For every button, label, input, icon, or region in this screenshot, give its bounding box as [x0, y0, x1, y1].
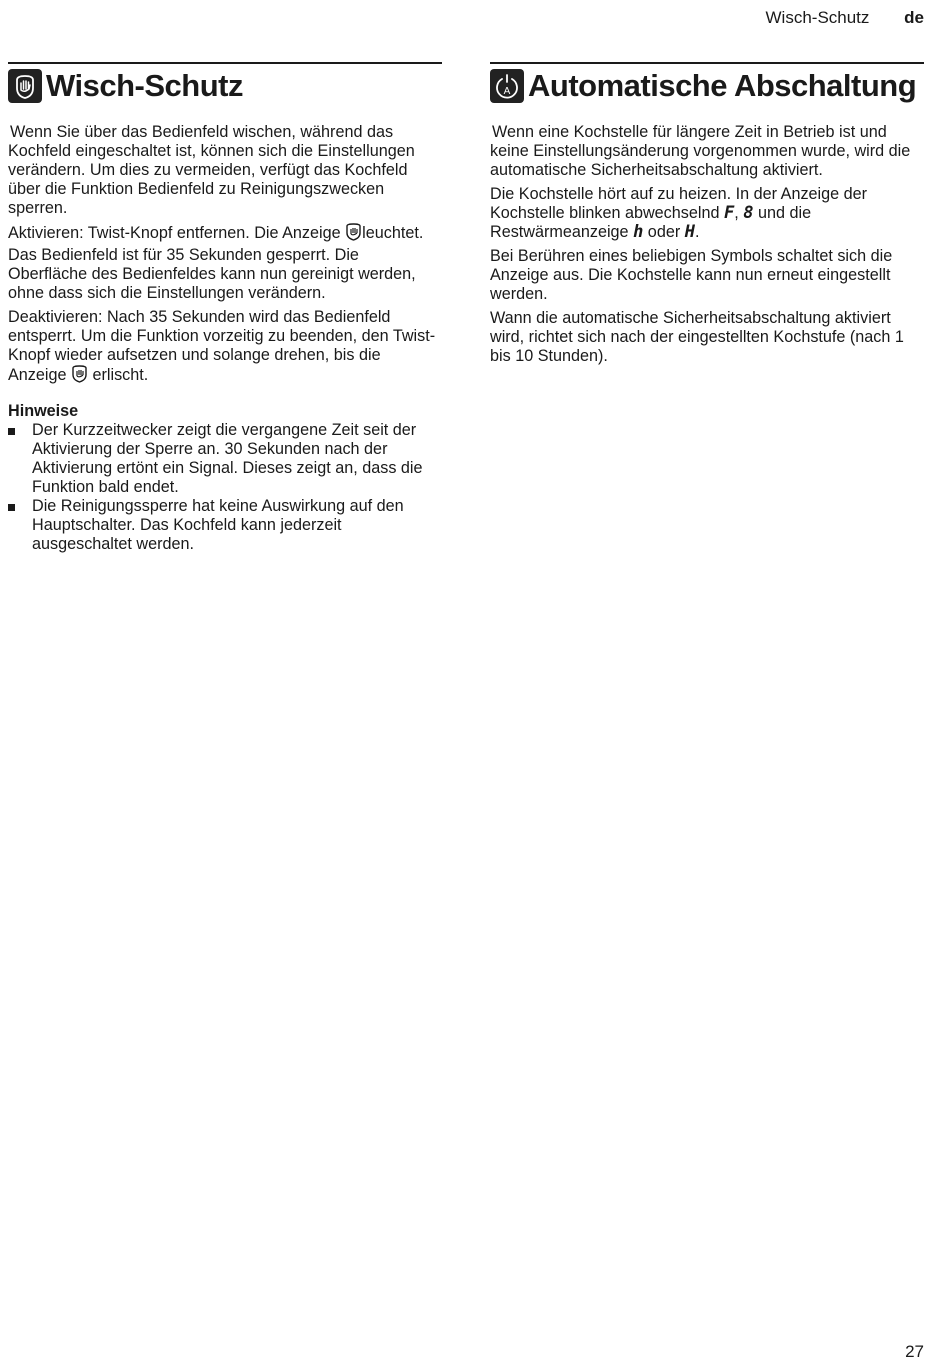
svg-text:A: A — [503, 86, 511, 97]
section-heading — [8, 62, 442, 105]
wipe-protection-icon — [8, 69, 42, 103]
p2-text-b: und die Restwärmeanzeige — [490, 204, 812, 241]
section-wisch-schutz — [8, 62, 442, 554]
wipe-indicator-icon — [345, 223, 362, 246]
auto-off-icon — [490, 69, 524, 103]
activate-text-start: Aktivieren: Twist-Knopf entfernen. Die Anzeige — [8, 224, 346, 242]
deactivate-text-end: erlischt. — [88, 366, 149, 384]
segment-f: F — [723, 203, 735, 223]
segment-8: 8 — [743, 203, 754, 223]
paragraph-3: Bei Berühren eines beliebigen Symbols schaltet sich die Anzeige aus. Die Kochstelle kann nun erneut eingestellt werden. — [490, 247, 893, 303]
notes-list — [8, 421, 442, 554]
section-title: Wisch-Schutz — [46, 68, 243, 103]
paragraph-2 — [490, 185, 924, 242]
header-language: de — [904, 8, 924, 27]
p2-comma: , — [734, 204, 744, 222]
deactivate-text-start: Deaktivieren: Nach 35 Sekunden wird das Bedienfeld entsperrt. Um die Funktion vorzeitig zu beenden, den Twist-Knopf wieder aufsetzen und solange drehen, bis die Anzeige — [8, 308, 436, 384]
wipe-indicator-icon — [71, 365, 88, 388]
p2-text-a: Die Kochstelle hört auf zu heizen. In der Anzeige der Kochstelle blinken abwechselnd — [490, 185, 868, 222]
p2-text-c: oder — [643, 223, 685, 241]
header-section-title: Wisch-Schutz — [765, 8, 870, 27]
list-item: Der Kurzzeitwecker zeigt die vergangene Zeit seit der Aktivierung der Sperre an. 30 Sekunden nach der Aktivierung ertönt ein Signal. Dieses zeigt an, dass die Funktion bald endet. — [8, 421, 442, 497]
section-heading — [490, 62, 924, 105]
section-automatische-abschaltung — [490, 62, 924, 371]
section-title: Automatische Abschaltung — [528, 68, 917, 103]
segment-h-upper: H — [684, 222, 695, 242]
activate-paragraph — [8, 223, 442, 303]
intro-paragraph: Wenn Sie über das Bedienfeld wischen, während das Kochfeld eingeschaltet ist, können sich die Einstellungen verändern. Um dies zu vermeiden, verfügt das Kochfeld über die Funktion Bedienfeld zu Reinigungszwecken sperren. — [8, 123, 415, 217]
list-item: Die Reinigungssperre hat keine Auswirkung auf den Hauptschalter. Das Kochfeld kann jederzeit ausgeschaltet werden. — [8, 497, 442, 554]
notes-heading: Hinweise — [8, 402, 79, 420]
running-header — [766, 8, 925, 28]
segment-h-lower: h — [633, 222, 644, 242]
paragraph-4: Wann die automatische Sicherheitsabschaltung aktiviert wird, richtet sich nach der eingestellten Kochstufe (nach 1 bis 10 Stunden). — [490, 309, 904, 365]
deactivate-paragraph — [8, 308, 442, 388]
activate-text-end: leuchtet. Das Bedienfeld ist für 35 Sekunden gesperrt. Die Oberfläche des Bedienfeldes kann nun gereinigt werden, ohne dass sich die Einstellungen verändern. — [8, 224, 424, 302]
paragraph-1: Wenn eine Kochstelle für längere Zeit in Betrieb ist und keine Einstellungsänderung vorgenommen wurde, wird die automatische Sicherheitsabschaltung aktiviert. — [490, 123, 911, 179]
p2-text-d: . — [694, 223, 700, 241]
page-number: 27 — [905, 1342, 924, 1361]
